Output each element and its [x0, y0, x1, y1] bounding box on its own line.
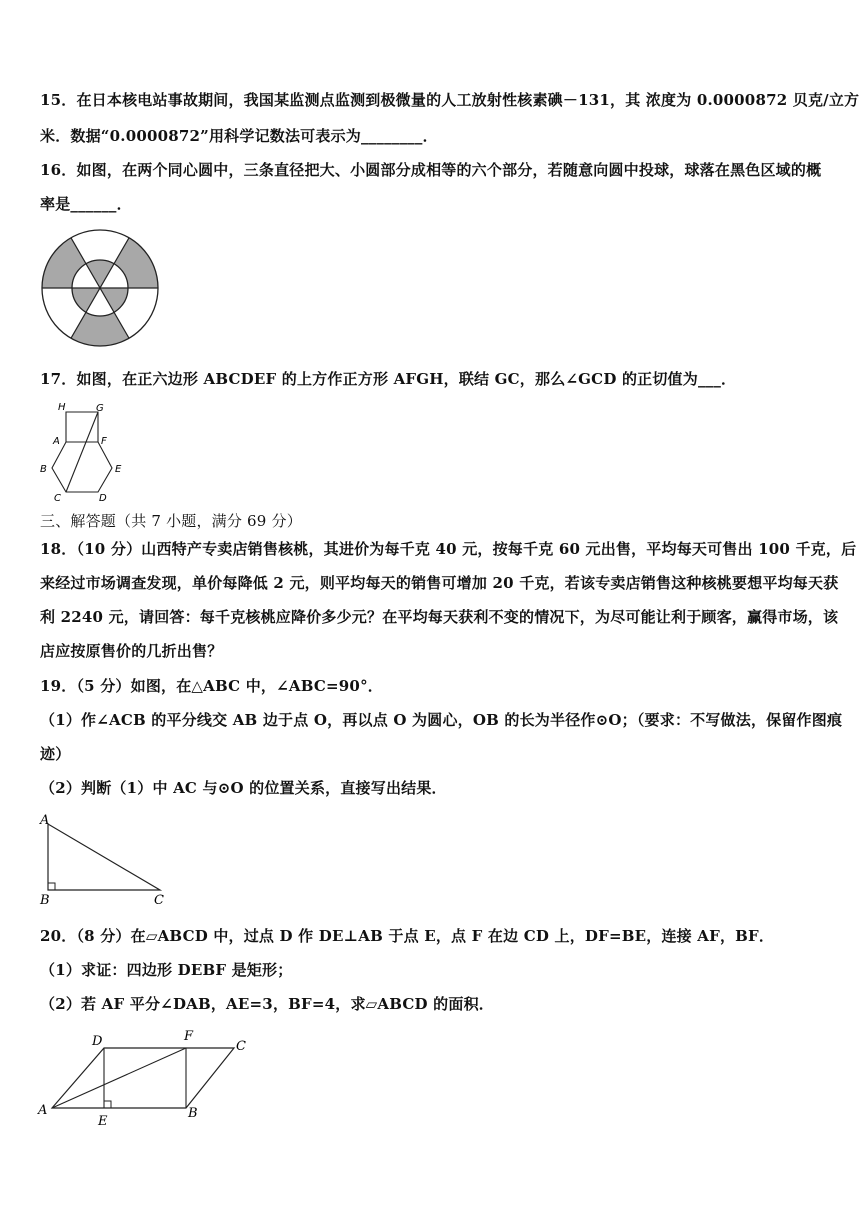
concentric-circles-figure	[40, 228, 160, 348]
q20-line2: （1）求证：四边形 DEBF 是矩形；	[40, 961, 293, 979]
label-C: C	[154, 893, 164, 907]
label-H: H	[58, 402, 66, 413]
label-B: B	[188, 1106, 198, 1121]
q18-line4: 店应按原售价的几折出售？	[40, 642, 223, 660]
label-G: G	[96, 403, 104, 414]
right-triangle-figure	[38, 812, 173, 907]
section-heading: 三、解答题（共 7 小题，满分 69 分）	[40, 512, 302, 530]
q18-line1: 18．（10 分）山西特产专卖店销售核桃，其进价为每千克 40 元，按每千克 60 元出售，平均每天可售出 100 千克，后	[40, 540, 857, 558]
label-E: E	[115, 464, 122, 475]
q20-line3: （2）若 AF 平分∠DAB，AE=3，BF=4，求▱ABCD 的面积．	[40, 995, 494, 1013]
q16-line1: 16．如图，在两个同心圆中，三条直径把大、小圆部分成相等的六个部分，若随意向圆中投球，球落在黑色区域的概	[40, 161, 822, 179]
label-C: C	[236, 1039, 246, 1054]
q18-line3: 利 2240 元，请回答：每千克核桃应降价多少元？在平均每天获利不变的情况下，为尽可能让利于顾客，赢得市场，该	[40, 608, 839, 626]
q19-line3: 迹）	[40, 745, 71, 763]
q20-line1: 20．（8 分）在▱ABCD 中，过点 D 作 DE⊥AB 于点 E，点 F 在边 CD 上，DF=BE，连接 AF，BF．	[40, 927, 775, 945]
label-B: B	[40, 893, 50, 907]
label-B: B	[40, 464, 47, 475]
q19-line1: 19．（5 分）如图，在△ABC 中，∠ABC=90°．	[40, 677, 383, 695]
hexagon-square-figure	[36, 398, 136, 504]
q18-line2: 来经过市场调查发现，单价每降低 2 元，则平均每天的销售可增加 20 千克，若该专卖店销售这种核桃要想平均每天获	[40, 574, 839, 592]
label-F: F	[184, 1029, 194, 1044]
q16-line2: 率是______．	[40, 195, 132, 213]
q17-line1: 17．如图，在正六边形 ABCDEF 的上方作正方形 AFGH，联结 GC，那么∠GCD 的正切值为___．	[40, 370, 737, 388]
q19-line4: （2）判断（1）中 AC 与⊙O 的位置关系，直接写出结果．	[40, 779, 447, 797]
label-A: A	[38, 1103, 48, 1118]
label-E: E	[98, 1114, 108, 1128]
label-A: A	[53, 436, 60, 447]
q15-line1: 15．在日本核电站事故期间，我国某监测点监测到极微量的人工放射性核素碘－131，其 浓度为 0.0000872 贝克/立方	[40, 91, 860, 109]
label-C: C	[54, 493, 61, 504]
parallelogram-figure	[36, 1028, 256, 1128]
label-F: F	[101, 436, 107, 447]
q19-line2: （1）作∠ACB 的平分线交 AB 边于点 O，再以点 O 为圆心，OB 的长为半径作⊙O；（要求：不写做法，保留作图痕	[40, 711, 843, 729]
label-A: A	[40, 813, 50, 828]
label-D: D	[92, 1034, 103, 1049]
label-D: D	[99, 493, 107, 504]
q15-line2: 米．数据“0.0000872”用科学记数法可表示为________．	[40, 127, 438, 145]
